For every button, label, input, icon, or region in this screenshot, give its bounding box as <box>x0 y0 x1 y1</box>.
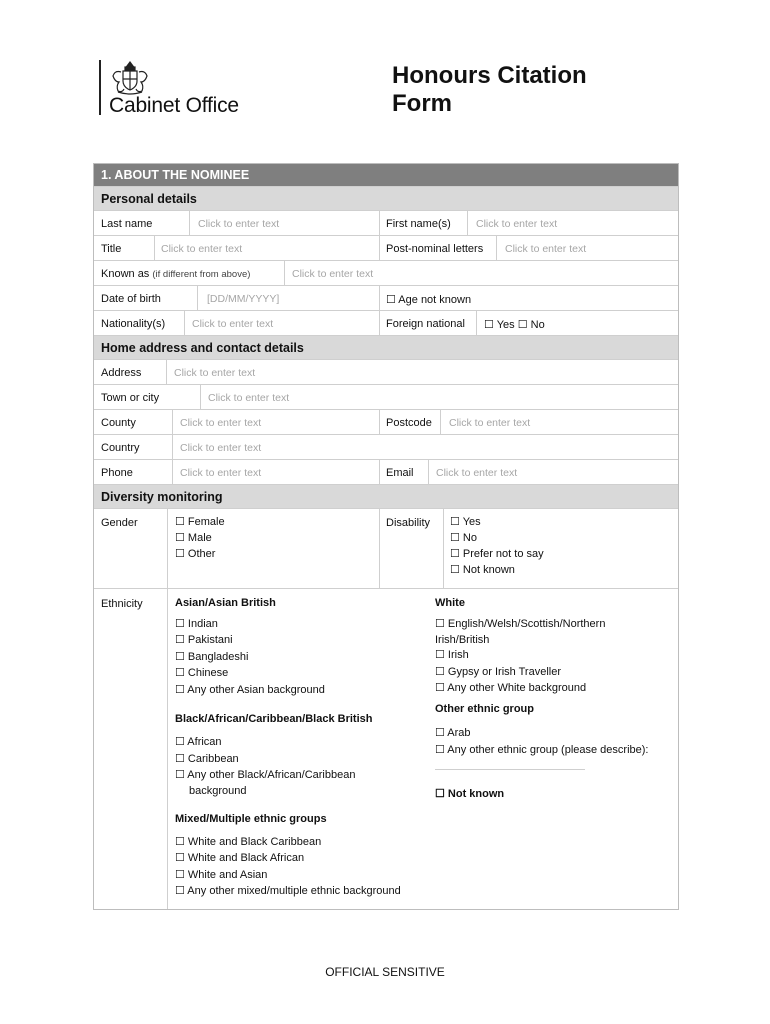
cell-divider <box>379 211 380 236</box>
ethnicity-row <box>94 588 678 909</box>
known-as-row <box>94 260 678 286</box>
nationality-placeholder: Click to enter text <box>192 318 274 330</box>
nominee-form <box>93 163 679 910</box>
county-row <box>94 409 678 435</box>
cell-divider <box>379 286 380 311</box>
black-group-heading: Black/African/Caribbean/Black British <box>175 713 373 725</box>
other-ethnicity-describe-field[interactable] <box>435 769 585 770</box>
address-placeholder: Click to enter text <box>174 367 256 379</box>
country-placeholder: Click to enter text <box>180 442 262 454</box>
ethnicity-options <box>167 589 678 909</box>
first-names-placeholder: Click to enter text <box>476 218 558 230</box>
ethnicity-other-group-checkbox[interactable]: ☐ Any other ethnic group (please describe): <box>435 744 649 756</box>
last-name-placeholder: Click to enter text <box>198 218 280 230</box>
post-nominal-placeholder: Click to enter text <box>505 243 587 255</box>
ethnicity-other-white-checkbox[interactable]: ☐ Any other White background <box>435 682 587 694</box>
nationality-label: Nationality(s) <box>101 318 166 330</box>
ethnicity-white-black-african-checkbox[interactable]: ☐ White and Black African <box>175 852 305 864</box>
ethnicity-chinese-checkbox[interactable]: ☐ Chinese <box>175 667 229 679</box>
email-field[interactable] <box>428 460 678 485</box>
other-group-heading: Other ethnic group <box>435 703 534 715</box>
known-as-hint: (if different from above) <box>152 269 251 280</box>
ethnicity-label: Ethnicity <box>101 598 143 610</box>
title-row <box>94 235 678 261</box>
post-nominal-field[interactable] <box>496 236 678 261</box>
royal-crest-icon <box>108 58 152 98</box>
age-not-known-checkbox[interactable]: ☐ Age not known <box>386 294 472 306</box>
ethnicity-other-black-continued: background <box>189 785 247 797</box>
title-placeholder: Click to enter text <box>161 243 243 255</box>
ethnicity-arab-checkbox[interactable]: ☐ Arab <box>435 727 471 739</box>
name-row <box>94 210 678 236</box>
address-heading-text: Home address and contact details <box>101 341 304 355</box>
known-as-label-text: Known as <box>101 268 150 280</box>
foreign-national-checkboxes[interactable]: ☐ Yes ☐ No <box>484 319 545 331</box>
nationality-row <box>94 310 678 336</box>
cell-divider <box>379 410 380 435</box>
foreign-national-label: Foreign national <box>386 318 465 330</box>
ethnicity-white-black-caribbean-checkbox[interactable]: ☐ White and Black Caribbean <box>175 836 322 848</box>
country-row <box>94 434 678 460</box>
first-names-field[interactable] <box>467 211 678 236</box>
post-nominal-label: Post-nominal letters <box>386 243 484 255</box>
country-field[interactable] <box>172 435 678 460</box>
email-placeholder: Click to enter text <box>436 467 518 479</box>
gender-other-checkbox[interactable]: ☐ Other <box>175 548 216 560</box>
known-as-placeholder: Click to enter text <box>292 268 374 280</box>
organisation-name: Cabinet Office <box>109 94 239 117</box>
address-row <box>94 359 678 385</box>
title-label: Title <box>101 243 122 255</box>
known-as-label <box>101 268 250 280</box>
town-placeholder: Click to enter text <box>208 392 290 404</box>
diversity-heading <box>94 484 678 509</box>
phone-placeholder: Click to enter text <box>180 467 262 479</box>
form-title-line1: Honours Citation <box>392 62 587 89</box>
white-group-heading: White <box>435 597 465 609</box>
last-name-label: Last name <box>101 218 153 230</box>
disability-prefer-not-checkbox[interactable]: ☐ Prefer not to say <box>450 548 544 560</box>
mixed-group-heading: Mixed/Multiple ethnic groups <box>175 813 327 825</box>
dob-placeholder: [DD/MM/YYYY] <box>207 293 280 305</box>
ethnicity-british-checkbox[interactable]: ☐ English/Welsh/Scottish/Northern <box>435 618 606 630</box>
nationality-field[interactable] <box>184 311 380 336</box>
logo-divider <box>99 60 101 115</box>
ethnicity-indian-checkbox[interactable]: ☐ Indian <box>175 618 218 630</box>
section-heading <box>94 164 678 186</box>
ethnicity-other-mixed-checkbox[interactable]: ☐ Any other mixed/multiple ethnic background <box>175 885 401 897</box>
title-field[interactable] <box>154 236 380 261</box>
ethnicity-gypsy-traveller-checkbox[interactable]: ☐ Gypsy or Irish Traveller <box>435 666 562 678</box>
cell-divider <box>379 460 380 485</box>
cell-divider <box>379 236 380 261</box>
ethnicity-british-continued: Irish/British <box>435 634 490 646</box>
town-row <box>94 384 678 410</box>
address-label: Address <box>101 367 142 379</box>
postcode-field[interactable] <box>440 410 678 435</box>
county-label: County <box>101 417 136 429</box>
security-classification: OFFICIAL SENSITIVE <box>325 965 445 979</box>
dob-label: Date of birth <box>101 293 161 305</box>
dob-row <box>94 285 678 311</box>
dob-field[interactable] <box>197 286 380 311</box>
ethnicity-not-known-checkbox[interactable]: ☐ Not known <box>435 788 505 800</box>
postcode-label: Postcode <box>386 417 432 429</box>
phone-field[interactable] <box>172 460 380 485</box>
gender-male-checkbox[interactable]: ☐ Male <box>175 532 212 544</box>
town-field[interactable] <box>200 385 678 410</box>
diversity-heading-text: Diversity monitoring <box>101 490 223 504</box>
disability-options <box>443 509 678 589</box>
town-label: Town or city <box>101 392 160 404</box>
gender-disability-row <box>94 508 678 589</box>
ethnicity-other-asian-checkbox[interactable]: ☐ Any other Asian background <box>175 684 325 696</box>
postcode-placeholder: Click to enter text <box>449 417 531 429</box>
disability-no-checkbox[interactable]: ☐ No <box>450 532 477 544</box>
ethnicity-african-checkbox[interactable]: ☐ African <box>175 736 222 748</box>
gender-options <box>167 509 380 589</box>
cell-divider <box>379 509 380 589</box>
disability-yes-checkbox[interactable]: ☐ Yes <box>450 516 481 528</box>
ethnicity-other-black-checkbox[interactable]: ☐ Any other Black/African/Caribbean <box>175 769 356 781</box>
last-name-field[interactable] <box>189 211 380 236</box>
address-field[interactable] <box>166 360 678 385</box>
gender-female-checkbox[interactable]: ☐ Female <box>175 516 225 528</box>
country-label: Country <box>101 442 140 454</box>
personal-details-heading-text: Personal details <box>101 192 197 206</box>
phone-label: Phone <box>101 467 133 479</box>
cell-divider <box>379 311 380 336</box>
ethnicity-bangladeshi-checkbox[interactable]: ☐ Bangladeshi <box>175 651 249 663</box>
county-field[interactable] <box>172 410 380 435</box>
address-heading <box>94 335 678 360</box>
foreign-national-options[interactable] <box>476 311 678 336</box>
ethnicity-pakistani-checkbox[interactable]: ☐ Pakistani <box>175 634 233 646</box>
known-as-field[interactable] <box>284 261 678 286</box>
disability-not-known-checkbox[interactable]: ☐ Not known <box>450 564 515 576</box>
phone-row <box>94 459 678 485</box>
ethnicity-white-asian-checkbox[interactable]: ☐ White and Asian <box>175 869 268 881</box>
county-placeholder: Click to enter text <box>180 417 262 429</box>
form-title-line2: Form <box>392 90 452 117</box>
email-label: Email <box>386 467 414 479</box>
ethnicity-irish-checkbox[interactable]: ☐ Irish <box>435 649 469 661</box>
disability-label: Disability <box>386 517 431 529</box>
ethnicity-caribbean-checkbox[interactable]: ☐ Caribbean <box>175 753 239 765</box>
gender-label: Gender <box>101 517 138 529</box>
section-heading-text: 1. ABOUT THE NOMINEE <box>101 168 250 182</box>
first-names-label: First name(s) <box>386 218 451 230</box>
personal-details-heading <box>94 186 678 211</box>
asian-group-heading: Asian/Asian British <box>175 597 276 609</box>
